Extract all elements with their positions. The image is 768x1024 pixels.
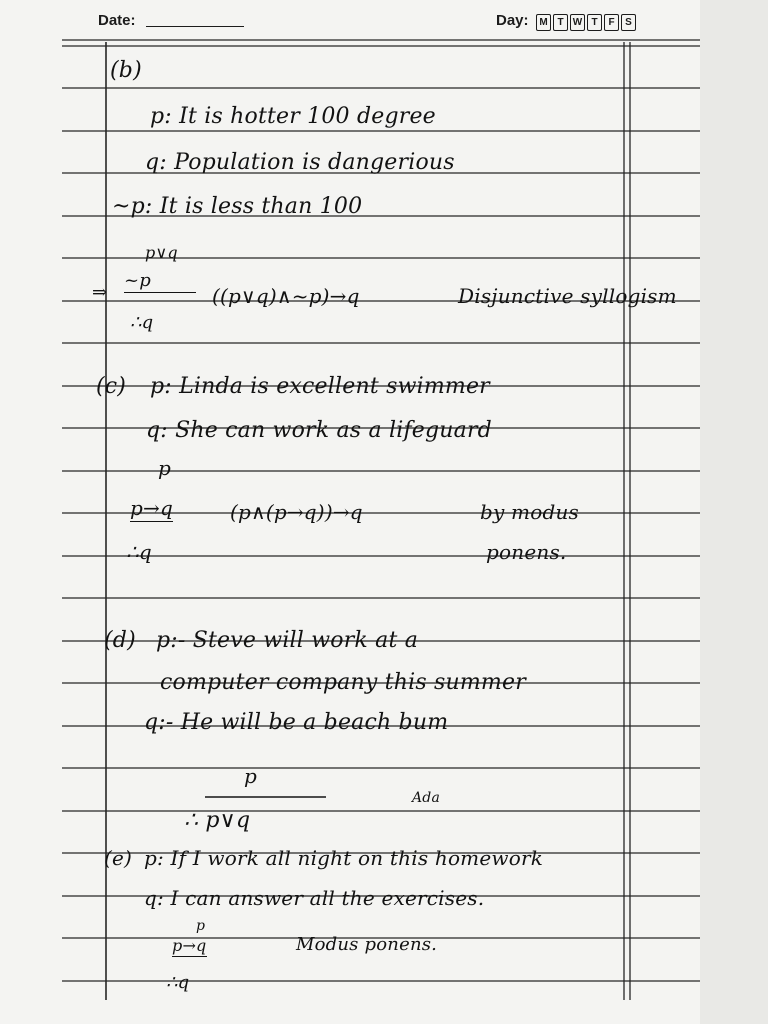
d-premise: p <box>244 764 258 788</box>
b-conclusion: ∴q <box>130 312 154 333</box>
date-blank-line <box>146 26 244 27</box>
section-c-label: (c) <box>96 374 127 399</box>
b-not-p-statement: ~p: It is less than 100 <box>112 194 363 219</box>
e-premise-2: p→q <box>172 936 207 955</box>
day-box-tue: T <box>553 14 568 31</box>
b-p-statement: p: It is hotter 100 degree <box>150 104 436 129</box>
day-box-wed: W <box>570 14 585 31</box>
c-logical-form: (p∧(p→q))→q <box>230 500 363 524</box>
b-logical-form: ((p∨q)∧~p)→q <box>212 284 360 308</box>
d-p-statement-line-2: computer company this summer <box>160 670 526 695</box>
section-d-label: (d) <box>104 628 136 653</box>
c-p-statement: p: Linda is excellent swimmer <box>150 374 490 399</box>
e-rule-name: Modus ponens. <box>296 934 438 955</box>
section-e-label: (e) <box>104 846 133 870</box>
e-p-statement: p: If I work all night on this homework <box>144 846 544 870</box>
c-rule-line-2: ponens. <box>486 540 567 564</box>
section-b-label: (b) <box>110 58 142 83</box>
b-premise-2: ~p <box>124 270 196 293</box>
d-p-statement-line-1: p:- Steve will work at a <box>156 628 419 653</box>
e-q-statement: q: I can answer all the exercises. <box>144 886 485 910</box>
c-premise-1: p <box>158 456 172 480</box>
e-premise-1: p <box>196 918 206 934</box>
day-box-sat: S <box>621 14 636 31</box>
day-box-thu: T <box>587 14 602 31</box>
day-box-fri: F <box>604 14 619 31</box>
b-implies-arrow: ⇒ <box>92 282 108 303</box>
c-q-statement: q: She can work as a lifeguard <box>146 418 492 443</box>
b-premise-1: p∨q <box>145 243 178 262</box>
date-label: Date: <box>98 12 136 29</box>
d-side-note: Ada <box>412 790 441 806</box>
d-q-statement: q:- He will be a beach bum <box>144 710 449 735</box>
page-shadow-edge <box>700 0 768 1024</box>
c-rule-line-1: by modus <box>480 500 580 524</box>
day-box-mon: M <box>536 14 551 31</box>
b-q-statement: q: Population is dangerious <box>145 150 455 175</box>
c-conclusion: ∴q <box>126 540 152 564</box>
day-boxes <box>536 14 636 31</box>
b-rule-name: Disjunctive syllogism <box>458 284 677 308</box>
e-conclusion: ∴q <box>166 972 190 993</box>
d-conclusion: ∴ p∨q <box>184 808 251 833</box>
c-premise-2: p→q <box>130 496 173 520</box>
day-label: Day: <box>496 12 529 29</box>
